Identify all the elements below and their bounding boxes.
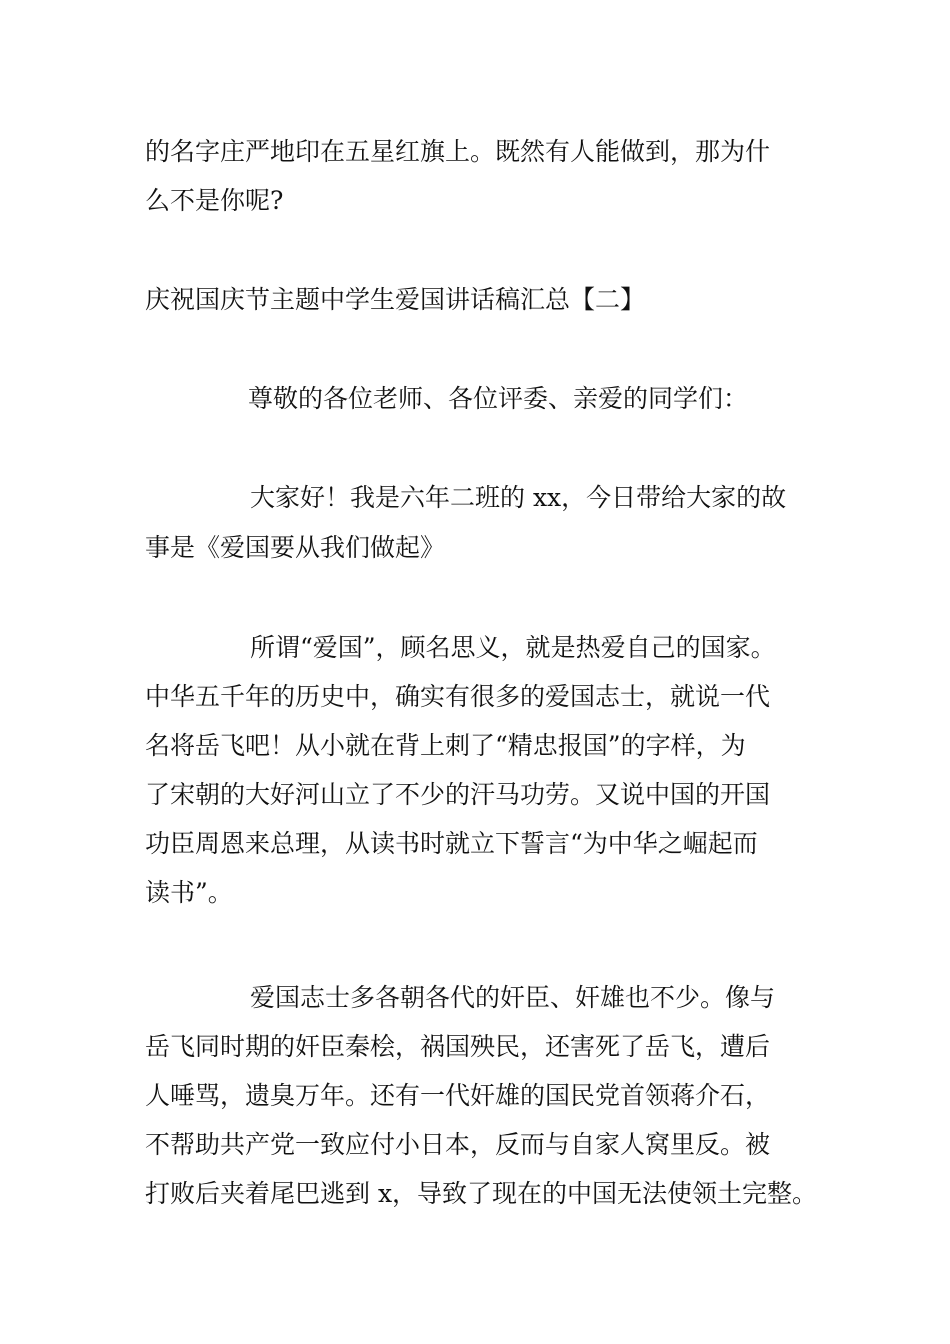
paragraph-line: 人唾骂，遗臭万年。还有一代奸雄的国民党首领蒋介石，: [145, 1081, 771, 1110]
paragraph-line: 事是《爱国要从我们做起》: [145, 533, 446, 562]
paragraph-line: 了宋朝的大好河山立了不少的汗马功劳。又说中国的开国: [145, 780, 771, 809]
paragraph-line: 读书”。: [145, 878, 233, 907]
paragraph-line: 打败后夹着尾巴逃到 x，导致了现在的中国无法使领土完整。: [145, 1179, 818, 1208]
paragraph-line: 名将岳飞吧！从小就在背上刺了“精忠报国”的字样，为: [145, 731, 746, 760]
paragraph-line: 不帮助共产党一致应付小日本，反而与自家人窝里反。被: [145, 1130, 771, 1159]
paragraph-line: 爱国志士多各朝各代的奸臣、奸雄也不少。像与: [250, 983, 776, 1012]
paragraph-line: 大家好！我是六年二班的 xx，今日带给大家的故: [250, 483, 787, 512]
paragraph-line: 所谓“爱国”，顾名思义，就是热爱自己的国家。: [250, 633, 776, 662]
paragraph-line: 么不是你呢?: [145, 186, 284, 215]
paragraph-line: 岳飞同时期的奸臣秦桧，祸国殃民，还害死了岳飞，遭后: [145, 1032, 771, 1061]
section-heading: 庆祝国庆节主题中学生爱国讲话稿汇总【二】: [145, 285, 646, 314]
paragraph-line: 功臣周恩来总理，从读书时就立下誓言“为中华之崛起而: [145, 829, 758, 858]
paragraph-line: 中华五千年的历史中，确实有很多的爱国志士，就说一代: [145, 682, 771, 711]
paragraph-line: 的名字庄严地印在五星红旗上。既然有人能做到，那为什: [145, 137, 771, 166]
salutation: 尊敬的各位老师、各位评委、亲爱的同学们：: [248, 384, 749, 413]
